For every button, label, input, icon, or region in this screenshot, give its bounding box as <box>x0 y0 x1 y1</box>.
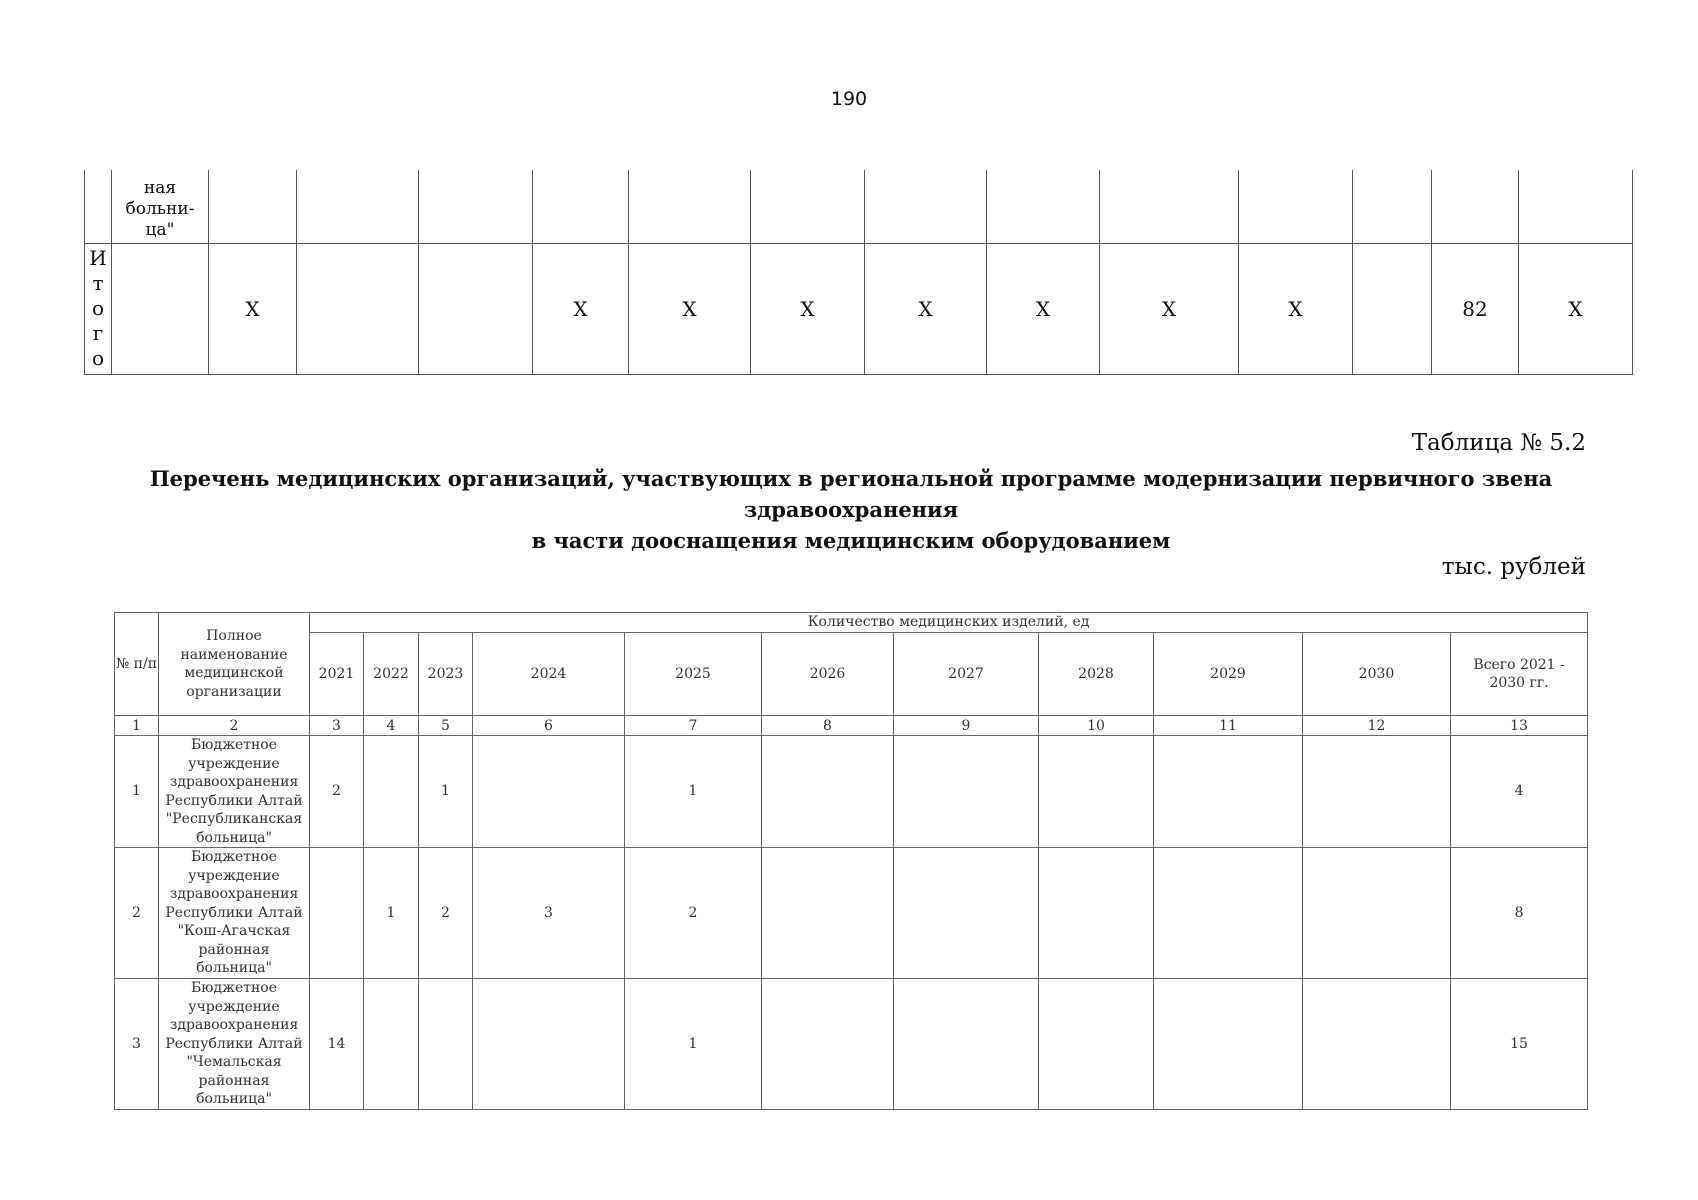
cell <box>629 170 751 244</box>
total-value <box>297 244 419 375</box>
continuation-row <box>85 170 1633 244</box>
org-name-line: больница" <box>196 1091 272 1108</box>
org-name-line: "Республиканская <box>165 811 303 827</box>
org-name-line: "Кош-Агачская <box>177 923 291 940</box>
row-number: 3 <box>115 979 159 1110</box>
year-header: 2021 <box>310 633 364 716</box>
title-line: в части дооснащения медицинским оборудованием <box>531 528 1171 553</box>
cell <box>1239 170 1353 244</box>
total-value: X <box>865 244 987 375</box>
total-cell: 15 <box>1451 979 1588 1110</box>
column-number: 12 <box>1303 716 1451 736</box>
row-number: 1 <box>115 736 159 848</box>
total-letter: о <box>91 346 105 370</box>
fragment-line: больни- <box>125 199 195 219</box>
value-cell: 1 <box>419 736 473 848</box>
value-cell: 2 <box>625 848 762 979</box>
org-name-line: Республики Алтай <box>165 904 303 921</box>
org-name-line: учреждение <box>188 998 280 1015</box>
main-table <box>114 612 1588 1110</box>
table-row <box>115 979 1588 1110</box>
org-name-line: больница" <box>196 960 272 977</box>
value-cell: 3 <box>473 848 625 979</box>
value-cell <box>1039 979 1154 1110</box>
group-header: Количество медицинских изделий, ед <box>310 613 1588 633</box>
cell <box>1100 170 1239 244</box>
continuation-table <box>84 170 1633 375</box>
column-number: 2 <box>159 716 310 736</box>
value-cell <box>762 979 894 1110</box>
value-cell <box>762 848 894 979</box>
year-header: 2028 <box>1039 633 1154 716</box>
org-name-line: Бюджетное <box>190 737 278 753</box>
value-cell <box>473 979 625 1110</box>
fragment-line: ная <box>143 178 177 198</box>
year-header-row <box>115 633 1588 716</box>
value-cell: 14 <box>310 979 364 1110</box>
value-cell <box>894 736 1039 848</box>
value-cell <box>1303 848 1451 979</box>
cell <box>112 244 209 375</box>
total-value: X <box>209 244 297 375</box>
org-name-line: здравоохранения <box>169 886 299 903</box>
fragment-line: ца" <box>145 220 175 240</box>
year-header: 2026 <box>762 633 894 716</box>
total-value: X <box>987 244 1100 375</box>
total-label <box>85 244 112 375</box>
value-cell <box>1303 979 1451 1110</box>
total-header: Всего 2021 - 2030 гг. <box>1451 633 1588 716</box>
org-name-line: здравоохранения <box>169 774 299 790</box>
column-number: 4 <box>364 716 419 736</box>
column-number: 9 <box>894 716 1039 736</box>
org-name-line: районная <box>198 1072 270 1089</box>
org-name <box>159 979 310 1110</box>
table-caption: Таблица № 5.2 <box>1411 430 1586 456</box>
org-name-line: районная <box>198 941 270 958</box>
total-value: 82 <box>1432 244 1519 375</box>
year-header: 2024 <box>473 633 625 716</box>
col-num-header: № п/п <box>115 613 159 716</box>
total-cell: 8 <box>1451 848 1588 979</box>
cell <box>1432 170 1519 244</box>
column-number: 10 <box>1039 716 1154 736</box>
cell <box>209 170 297 244</box>
total-letter: о <box>91 296 105 320</box>
title-line: Перечень медицинских организаций, участвующих в региональной программе модернизации первичного звена здравоохранения <box>149 466 1553 522</box>
cell <box>297 170 419 244</box>
org-name-line: здравоохранения <box>169 1017 299 1034</box>
value-cell: 1 <box>364 848 419 979</box>
value-cell <box>473 736 625 848</box>
org-name-line: Республики Алтай <box>165 792 303 809</box>
total-value: X <box>1239 244 1353 375</box>
value-cell <box>1039 736 1154 848</box>
year-header: 2025 <box>625 633 762 716</box>
value-cell <box>364 736 419 848</box>
org-name-line: учреждение <box>188 755 280 772</box>
org-name-line: Республики Алтай <box>165 1035 303 1052</box>
table-row <box>115 848 1588 979</box>
value-cell: 2 <box>310 736 364 848</box>
page-number: 190 <box>830 88 868 110</box>
col-name-header: Полное наименование медицинской организации <box>159 613 310 716</box>
units-label: тыс. рублей <box>1441 554 1586 580</box>
value-cell <box>894 979 1039 1110</box>
year-header: 2029 <box>1154 633 1303 716</box>
total-value <box>1353 244 1432 375</box>
table-title <box>84 463 1618 556</box>
value-cell <box>762 736 894 848</box>
cell <box>1519 170 1633 244</box>
header-row <box>115 613 1588 633</box>
total-letter: г <box>92 321 104 345</box>
org-name-line: Бюджетное <box>190 980 278 997</box>
cell <box>85 170 112 244</box>
total-value: X <box>629 244 751 375</box>
value-cell <box>1039 848 1154 979</box>
total-row <box>85 244 1633 375</box>
column-number: 13 <box>1451 716 1588 736</box>
total-value: X <box>1519 244 1633 375</box>
year-header: 2022 <box>364 633 419 716</box>
value-cell: 1 <box>625 736 762 848</box>
org-name <box>159 848 310 979</box>
value-cell <box>1154 979 1303 1110</box>
cell <box>419 170 533 244</box>
value-cell <box>419 979 473 1110</box>
org-name-line: учреждение <box>188 867 280 884</box>
cell <box>987 170 1100 244</box>
org-name-fragment <box>112 170 209 244</box>
value-cell <box>310 848 364 979</box>
column-number: 5 <box>419 716 473 736</box>
total-letter: т <box>92 271 104 295</box>
year-header: 2027 <box>894 633 1039 716</box>
value-cell <box>364 979 419 1110</box>
column-number: 8 <box>762 716 894 736</box>
total-cell: 4 <box>1451 736 1588 848</box>
cell <box>751 170 865 244</box>
total-letter: И <box>89 246 107 270</box>
total-value <box>419 244 533 375</box>
row-number: 2 <box>115 848 159 979</box>
value-cell <box>1154 848 1303 979</box>
column-number: 11 <box>1154 716 1303 736</box>
value-cell <box>1303 736 1451 848</box>
org-name-line: "Чемальская <box>186 1054 282 1071</box>
org-name-line: больница" <box>196 829 272 846</box>
value-cell: 1 <box>625 979 762 1110</box>
cell <box>533 170 629 244</box>
cell <box>1353 170 1432 244</box>
column-number: 6 <box>473 716 625 736</box>
column-number: 3 <box>310 716 364 736</box>
total-value: X <box>751 244 865 375</box>
column-number-row <box>115 716 1588 736</box>
column-number: 1 <box>115 716 159 736</box>
value-cell <box>1154 736 1303 848</box>
column-number: 7 <box>625 716 762 736</box>
value-cell: 2 <box>419 848 473 979</box>
table-row <box>115 736 1588 848</box>
cell <box>865 170 987 244</box>
org-name <box>159 736 310 848</box>
year-header: 2023 <box>419 633 473 716</box>
total-value: X <box>1100 244 1239 375</box>
total-value: X <box>533 244 629 375</box>
year-header: 2030 <box>1303 633 1451 716</box>
org-name-line: Бюджетное <box>190 849 278 866</box>
value-cell <box>894 848 1039 979</box>
